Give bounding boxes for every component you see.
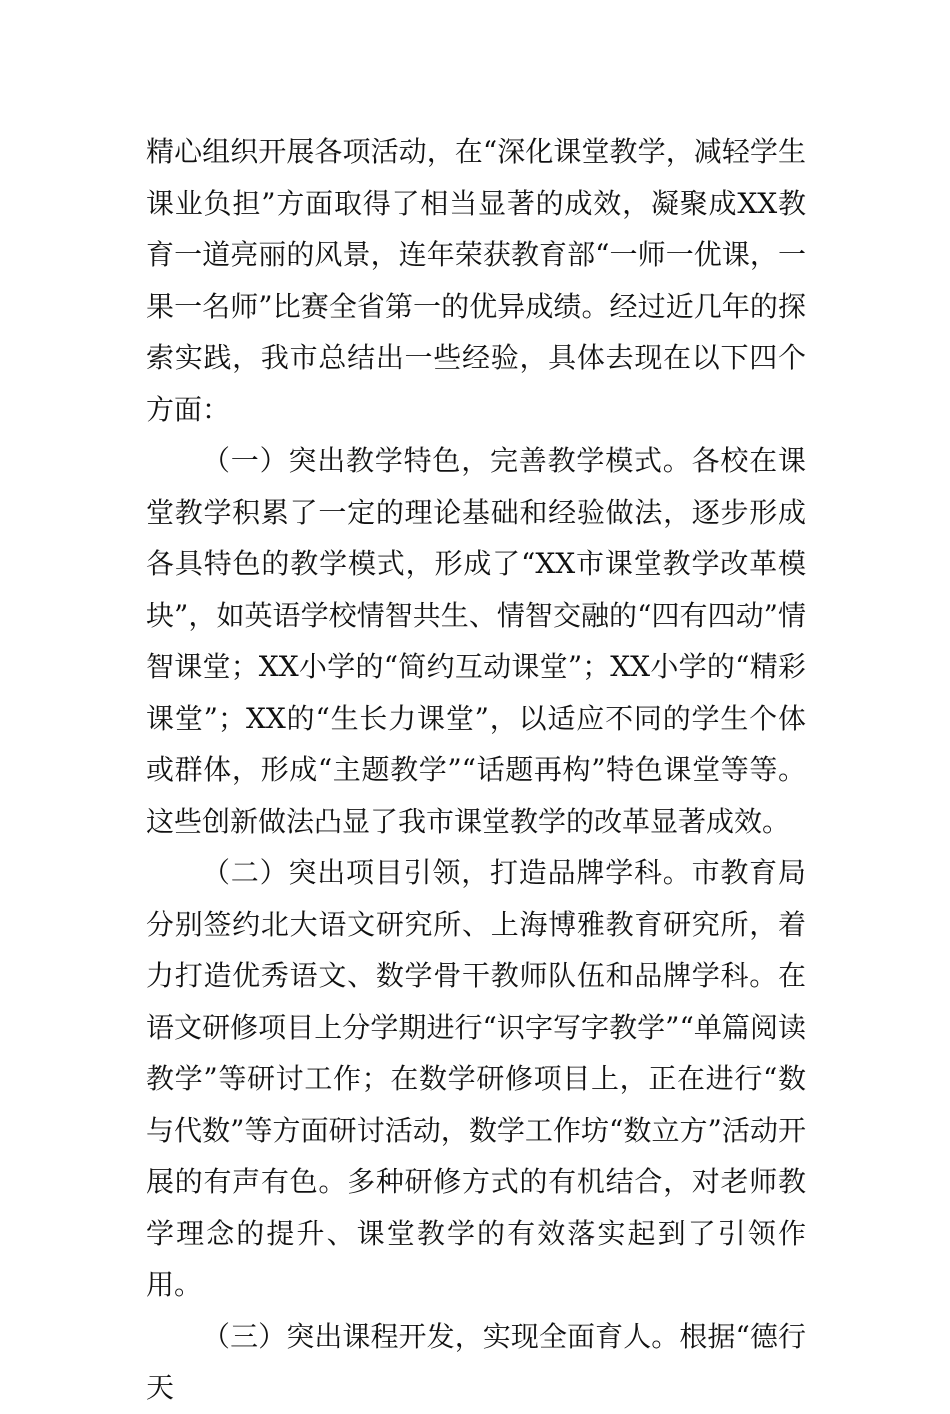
paragraph-section-3: （三）突出课程开发，实现全面育人。根据“德行天 [146, 1319, 806, 1404]
paragraph-section-1: （一）突出教学特色，完善教学模式。各校在课堂教学积累了一定的理论基础和经验做法，逐步形成各具特色的教学模式，形成了“XX市课堂教学改革模块”，如英语学校情智共生、情智交融的“四有四动”情智课堂；XX小学的“简约互动课堂”；XX小学的“精彩课堂”；XX的“生长力课堂”，以适应不同的学生个体或群体，形成“主题教学”“话题再构”特色课堂等等。这些创新做法凸显了我市课堂教学的改革显著成效。 [146, 444, 806, 838]
document-body [146, 126, 806, 1414]
paragraph-intro: 精心组织开展各项活动，在“深化课堂教学，减轻学生课业负担”方面取得了相当显著的成效，凝聚成XX教育一道亮丽的风景，连年荣获教育部“一师一优课，一果一名师”比赛全省第一的优异成绩。经过近几年的探索实践，我市总结出一些经验，具体去现在以下四个方面： [146, 135, 806, 426]
paragraph-section-2: （二）突出项目引领，打造品牌学科。市教育局分别签约北大语文研究所、上海博雅教育研究所，着力打造优秀语文、数学骨干教师队伍和品牌学科。在语文研修项目上分学期进行“识字写字教学”“单篇阅读教学”等研讨工作；在数学研修项目上，正在进行“数与代数”等方面研讨活动，数学工作坊“数立方”活动开展的有声有色。多种研修方式的有机结合，对老师教学理念的提升、课堂教学的有效落实起到了引领作用。 [146, 856, 806, 1301]
